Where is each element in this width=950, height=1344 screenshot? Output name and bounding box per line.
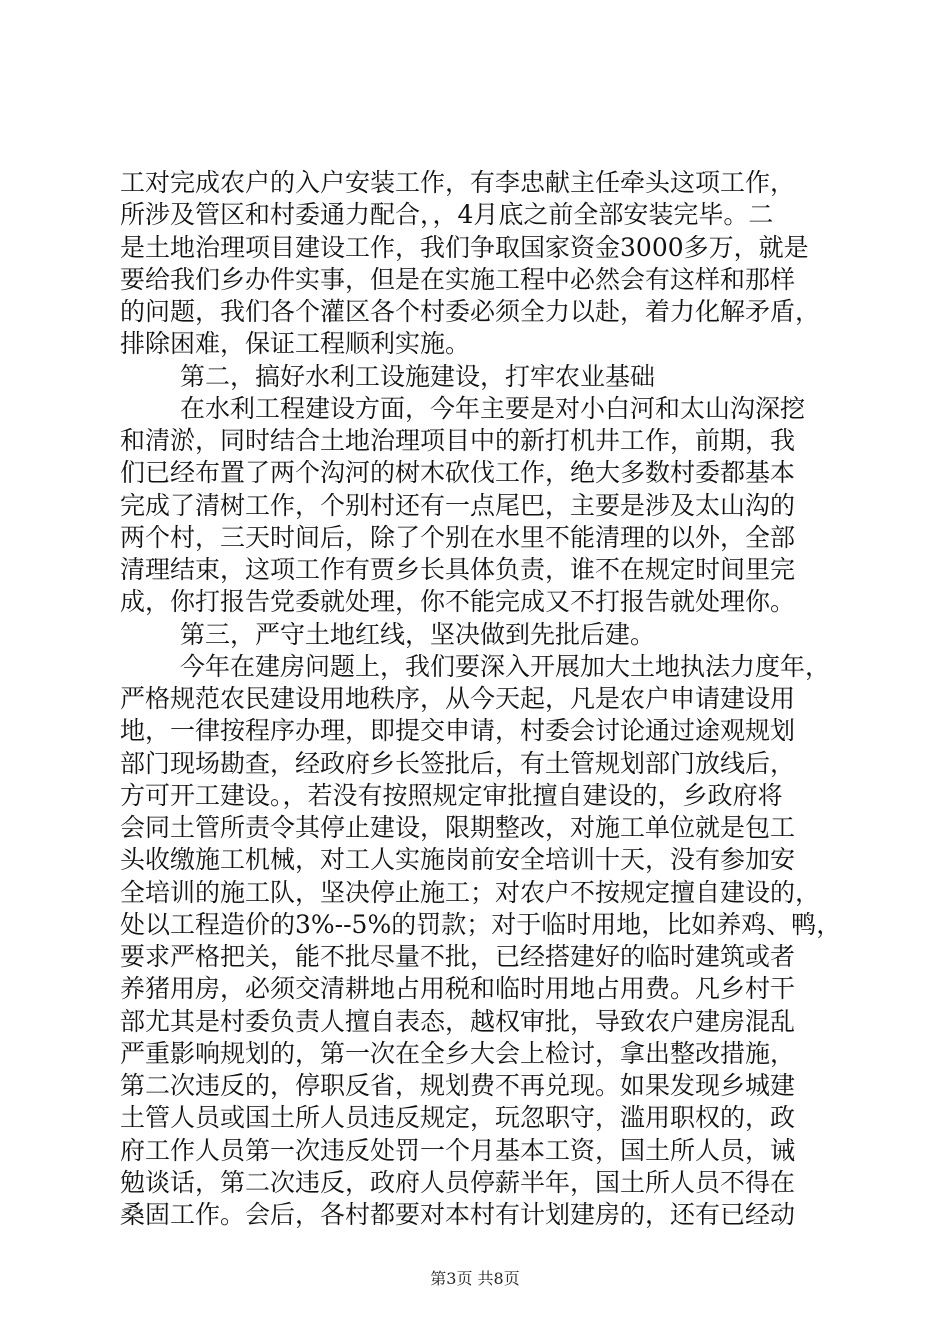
text-line: 和清淤，同时结合土地治理项目中的新打机井工作，前期，我 — [120, 426, 796, 455]
text-line: 的问题，我们各个灌区各个村委必须全力以赴，着力化解矛盾， — [120, 297, 821, 326]
text-line: 府工作人员第一次违反处罚一个月基本工资，国土所人员，诫 — [120, 1135, 796, 1165]
text-line: 排除困难，保证工程顺利实施。 — [120, 329, 471, 359]
text-line: 地，一律按程序办理，即提交申请，村委会讨论通过途观规划 — [120, 716, 796, 746]
text-line: 养猪用房，必须交清耕地占用税和临时用地占用费。凡乡村干 — [120, 974, 796, 1004]
paragraph-start-line: 今年在建房问题上，我们要深入开展加大土地执法力度年， — [180, 651, 831, 681]
section-heading: 第二，搞好水利工设施建设，打牢农业基础 — [180, 361, 656, 391]
text-line: 要给我们乡办件实事，但是在实施工程中必然会有这样和那样 — [120, 264, 796, 294]
text-line: 完成了清树工作，个别村还有一点尾巴，主要是涉及太山沟的 — [120, 490, 796, 520]
text-line: 两个村，三天时间后，除了个别在水里不能清理的以外，全部 — [120, 522, 796, 552]
text-line: 成，你打报告党委就处理，你不能完成又不打报告就处理你。 — [120, 587, 796, 617]
text-line: 土管人员或国土所人员违反规定，玩忽职守，滥用职权的，政 — [120, 1103, 796, 1133]
text-line: 们已经布置了两个沟河的树木砍伐工作，绝大多数村委都基本 — [120, 458, 796, 488]
text-line: 要求严格把关，能不批尽量不批，已经搭建好的临时建筑或者 — [120, 942, 796, 971]
text-line: 严重影响规划的，第一次在全乡大会上检讨，拿出整改措施， — [120, 1038, 796, 1068]
text-line: 工对完成农户的入户安装工作，有李忠献主任牵头这项工作， — [120, 168, 796, 197]
text-line: 是土地治理项目建设工作，我们争取国家资金3000多万，就是 — [120, 232, 809, 262]
text-line: 方可开工建设。，若没有按照规定审批擅自建设的，乡政府将 — [120, 780, 783, 810]
text-line: 第二次违反的，停职反省，规划费不再兑现。如果发现乡城建 — [120, 1071, 796, 1100]
text-line: 清理结束，这项工作有贾乡长具体负责，谁不在规定时间里完 — [120, 555, 796, 584]
text-line: 桑固工作。会后，各村都要对本村有计划建房的，还有已经动 — [120, 1200, 796, 1229]
text-line: 处以工程造价的3%--5%的罚款；对于临时用地，比如养鸡、鸭， — [120, 909, 842, 939]
body-text — [120, 167, 840, 1231]
page-number-footer: 第3页 共8页 — [430, 1269, 520, 1288]
text-line: 所涉及管区和村委通力配合，，4月底之前全部安装完毕。二 — [120, 200, 774, 230]
text-line: 全培训的施工队，坚决停止施工；对农户不按规定擅自建设的， — [120, 877, 821, 907]
text-line: 部门现场勘查，经政府乡长签批后，有土管规划部门放线后， — [120, 748, 796, 778]
text-line: 头收缴施工机械，对工人实施岗前安全培训十天，没有参加安 — [120, 845, 796, 875]
text-line: 勉谈话，第二次违反，政府人员停薪半年，国土所人员不得在 — [120, 1167, 796, 1197]
text-line: 部尤其是村委负责人擅自表态，越权审批，导致农户建房混乱 — [120, 1006, 796, 1036]
paragraph-start-line: 在水利工程建设方面，今年主要是对小白河和太山沟深挖 — [180, 393, 806, 423]
section-heading: 第三，严守土地红线，坚决做到先批后建。 — [180, 619, 656, 649]
text-line: 会同土管所责令其停止建设，限期整改，对施工单位就是包工 — [120, 813, 796, 842]
text-line: 严格规范农民建设用地秩序，从今天起，凡是农户申请建设用 — [120, 684, 796, 713]
